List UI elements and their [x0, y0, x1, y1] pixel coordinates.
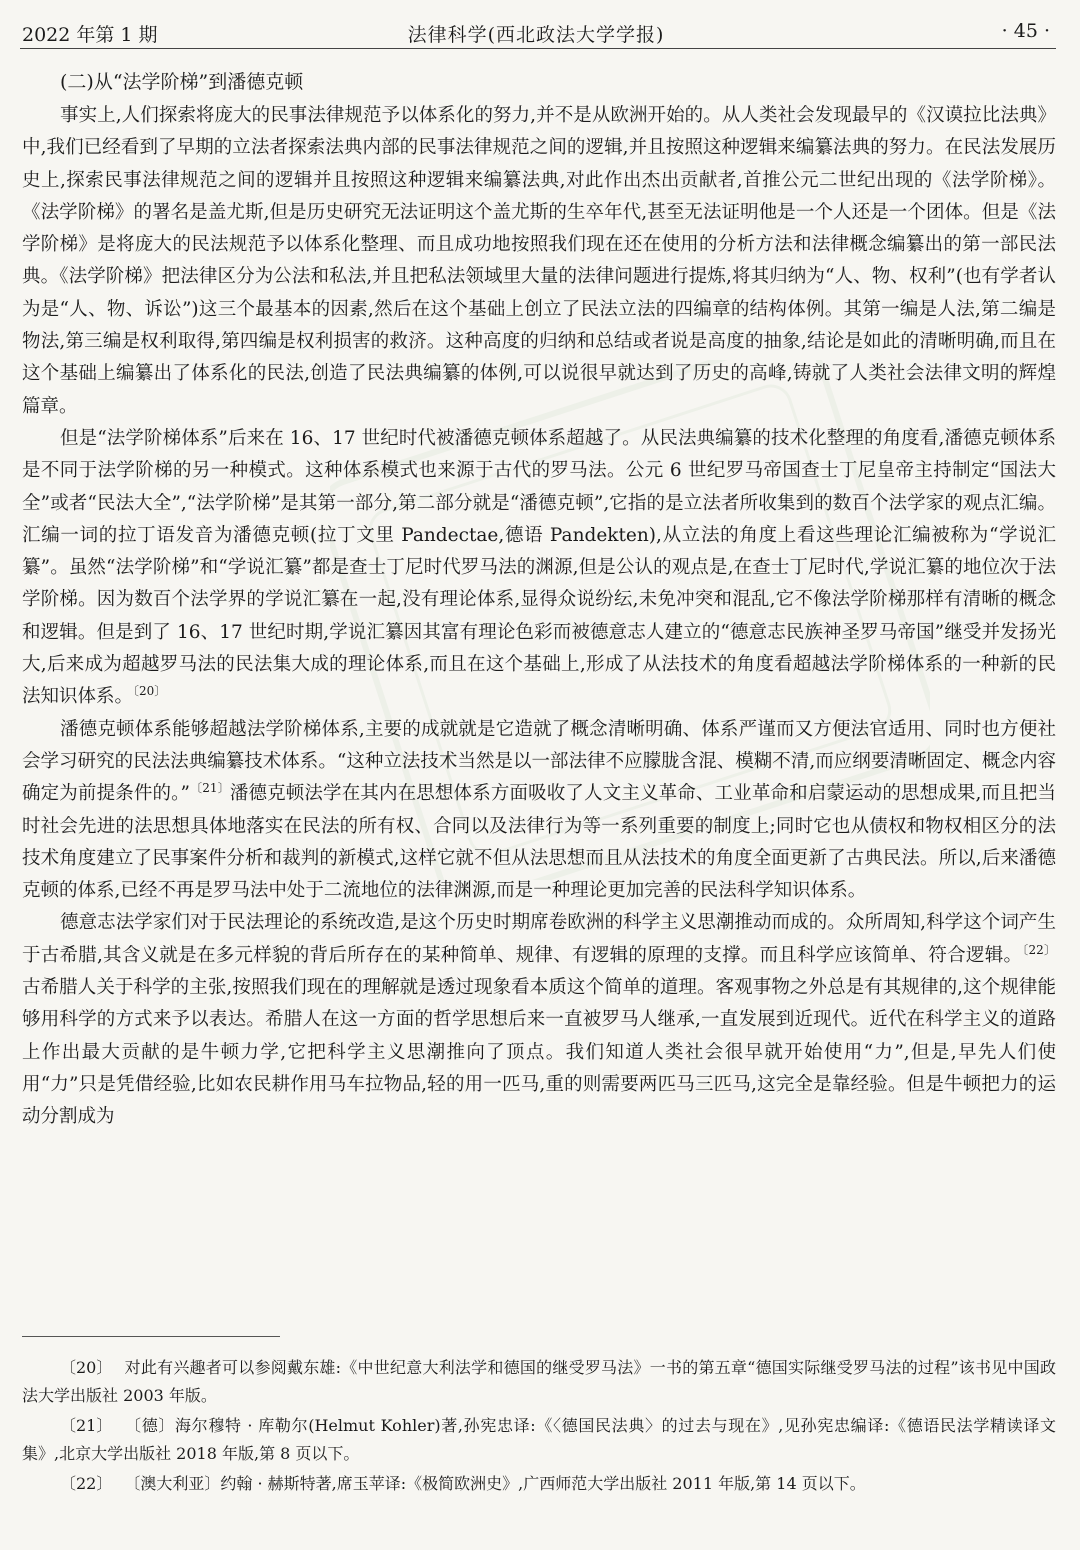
- footnote-number: 〔20〕: [60, 1358, 113, 1377]
- paragraph-1: [22, 100, 1056, 423]
- footnotes-section: [22, 1354, 1056, 1500]
- paragraph-text: 德意志法学家们对于民法理论的系统改造,是这个历史时期席卷欧洲的科学主义思潮推动而成的。众所周知,科学这个词产生于古希腊,其含义就是在多元样貌的背后所存在的某种简单、规律、有逻辑的原理的支撑。而且科学应该简单、符合逻辑。: [22, 912, 1056, 966]
- footnote-ref-22[interactable]: 〔22〕: [1022, 942, 1056, 957]
- footnote-22: [22, 1470, 1056, 1498]
- running-header: [22, 14, 1050, 48]
- paragraph-text-continued: 古希腊人关于科学的主张,按照我们现在的理解就是透过现象看本质这个简单的道理。客观事物之外总是有其规律的,这个规律能够用科学的方式来予以表达。希腊人在这一方面的哲学思想后来一直被罗马人继承,一直发展到近现代。近代在科学主义的道路上作出最大贡献的是牛顿力学,它把科学主义思潮推向了顶点。我们知道人类社会很早就开始使用“力”,但是,早先人们使用“力”只是凭借经验,比如农民耕作用马车拉物品,轻的用一匹马,重的则需要两匹马三匹马,这完全是靠经验。但是牛顿把力的运动分割成为: [22, 977, 1056, 1128]
- page-number: · 45 ·: [1001, 20, 1050, 42]
- paragraph-text-continued: 潘德克顿法学在其内在思想体系方面吸收了人文主义革命、工业革命和启蒙运动的思想成果,而且把当时社会先进的法思想具体地落实在民法的所有权、合同以及法律行为等一系列重要的制度上;同时它也从债权和物权相区分的法技术角度建立了民事案件分析和裁判的新模式,这样它就不但从法思想而且从法技术的角度全面更新了古典民法。所以,后来潘德克顿的体系,已经不再是罗马法中处于二流地位的法律渊源,而是一种理论更加完善的民法科学知识体系。: [22, 783, 1056, 902]
- footnote-number: 〔21〕: [60, 1416, 113, 1435]
- journal-title: 法律科学(西北政法大学学报): [407, 24, 665, 46]
- footnote-ref-20[interactable]: 〔20〕: [133, 684, 167, 699]
- article-body: [22, 66, 1056, 1134]
- footnote-text: 〔澳大利亚〕约翰 · 赫斯特著,席玉苹译:《极简欧洲史》,广西师范大学出版社 2011 年版,第 14 页以下。: [124, 1474, 866, 1493]
- footnote-21: [22, 1412, 1056, 1468]
- paragraph-3: [22, 714, 1056, 908]
- paragraph-text: 潘德克顿体系能够超越法学阶梯体系,主要的成就就是它造就了概念清晰明确、体系严谨而又方便法官适用、同时也方便社会学习研究的民法法典编纂技术体系。“这种立法技术当然是以一部法律不应朦胧含混、模糊不清,而应纲要清晰固定、概念内容确定为前提条件的。”: [22, 718, 1056, 805]
- paragraph-text: 但是“法学阶梯体系”后来在 16、17 世纪时代被潘德克顿体系超越了。从民法典编纂的技术化整理的角度看,潘德克顿体系是不同于法学阶梯的另一种模式。这种体系模式也来源于古代的罗马法。公元 6 世纪罗马帝国查士丁尼皇帝主持制定“国法大全”或者“民法大全”,“法学阶梯”是其第一部分,第二部分就是“潘德克顿”,它指的是立法者所收集到的数百个法学家的观点汇编。汇编一词的拉丁语发音为潘德克顿(拉丁文里 Pandectae,德语 Pandekten),从立法的角度上看这些理论汇编被称为“学说汇纂”。虽然“法学阶梯”和“学说汇纂”都是查士丁尼时代罗马法的渊源,但是公认的观点是,在查士丁尼时代,学说汇纂的地位次于法学阶梯。因为数百个法学界的学说汇纂在一起,没有理论体系,显得众说纷纭,未免冲突和混乱,它不像法学阶梯那样有清晰的概念和逻辑。但是到了 16、17 世纪时期,学说汇纂因其富有理论色彩而被德意志人建立的“德意志民族神圣罗马帝国”继受并发扬光大,后来成为超越罗马法的民法集大成的理论体系,而且在这个基础上,形成了从法技术的角度看超越法学阶梯体系的一种新的民法知识体系。: [22, 427, 1056, 708]
- footnote-divider: [22, 1336, 280, 1337]
- footnote-text: 对此有兴趣者可以参阅戴东雄:《中世纪意大利法学和德国的继受罗马法》一书的第五章“德国实际继受罗马法的过程”该书见中国政法大学出版社 2003 年版。: [22, 1358, 1056, 1405]
- footnote-number: 〔22〕: [60, 1474, 113, 1493]
- header-divider: [20, 48, 1056, 49]
- footnote-ref-21[interactable]: 〔21〕: [190, 781, 230, 796]
- paragraph-text: 事实上,人们探索将庞大的民事法律规范予以体系化的努力,并不是从欧洲开始的。从人类社会发现最早的《汉谟拉比法典》中,我们已经看到了早期的立法者探索法典内部的民事法律规范之间的逻辑,并且按照这种逻辑来编纂法典的努力。在民法发展历史上,探索民事法律规范之间的逻辑并且按照这种逻辑来编纂法典,对此作出杰出贡献者,首推公元二世纪出现的《法学阶梯》。《法学阶梯》的署名是盖尤斯,但是历史研究无法证明这个盖尤斯的生卒年代,甚至无法证明他是一个人还是一个团体。但是《法学阶梯》是将庞大的民法规范予以体系化整理、而且成功地按照我们现在还在使用的分析方法和法律概念编纂出的第一部民法典。《法学阶梯》把法律区分为公法和私法,并且把私法领域里大量的法律问题进行提炼,将其归纳为“人、物、权利”(也有学者认为是“人、物、诉讼”)这三个最基本的因素,然后在这个基础上创立了民法立法的四编章的结构体例。其第一编是人法,第二编是物法,第三编是权利取得,第四编是权利损害的救济。这种高度的归纳和总结或者说是高度的抽象,结论是如此的清晰明确,而且在这个基础上编纂出了体系化的民法,创造了民法典编纂的体例,可以说很早就达到了历史的高峰,铸就了人类社会法律文明的辉煌篇章。: [22, 105, 1056, 417]
- issue-label: 2022 年第 1 期: [22, 24, 158, 46]
- paragraph-4: [22, 907, 1056, 1133]
- footnote-text: 〔德〕海尔穆特 · 库勒尔(Helmut Kohler)著,孙宪忠译:《〈德国民法典〉的过去与现在》,见孙宪忠编译:《德语民法学精读译文集》,北京大学出版社 2018 年版,第 8 页以下。: [22, 1416, 1056, 1463]
- footnote-20: [22, 1354, 1056, 1410]
- section-heading: (二)从“法学阶梯”到潘德克顿: [60, 71, 304, 93]
- paragraph-2: [22, 423, 1056, 714]
